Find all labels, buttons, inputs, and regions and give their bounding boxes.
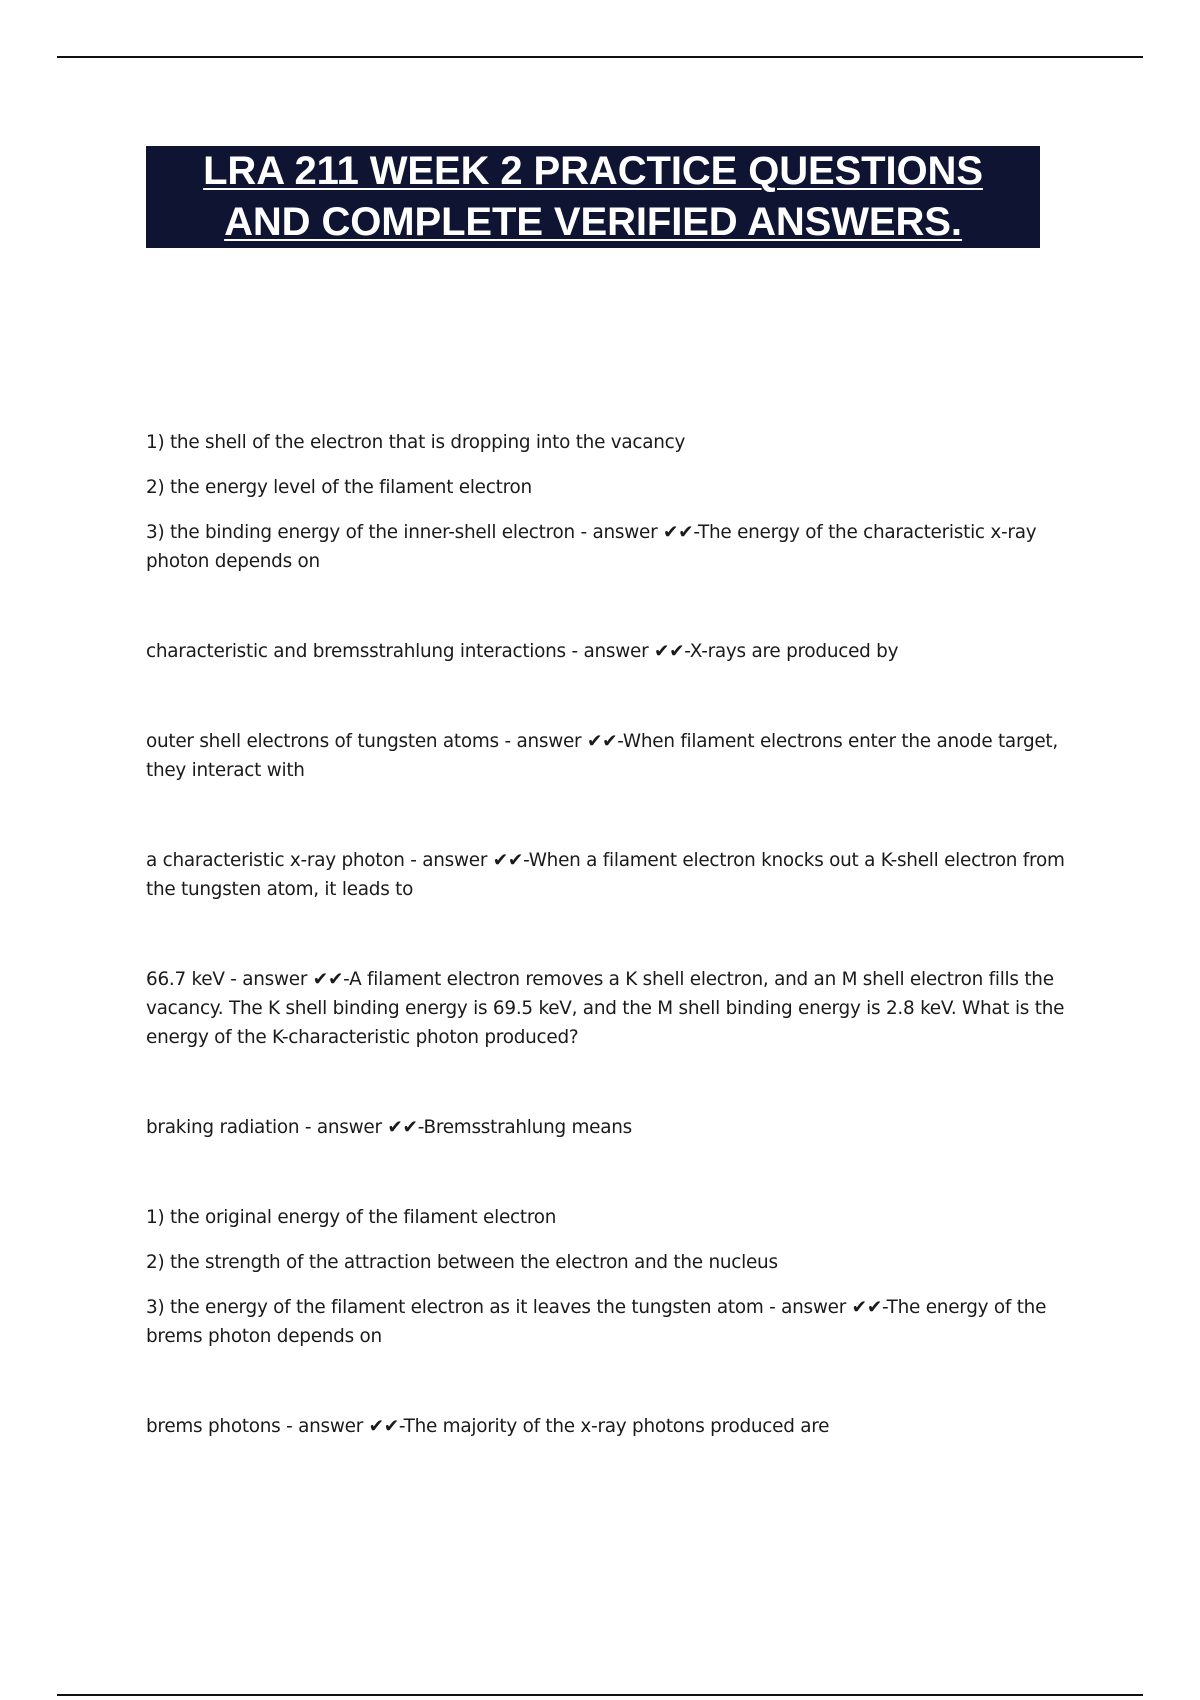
paragraph: brems photons - answer ✔✔-The majority of the x-ray photons produced are xyxy=(146,1416,830,1437)
document-body xyxy=(146,428,1076,1457)
paragraph: 66.7 keV - answer ✔✔-A filament electron removes a K shell electron, and an M shell electron fills the vacancy. The K shell binding energy is 69.5 keV, and the M shell binding energy is 2.8 keV. What is the energy of the K-characteristic photon produced? xyxy=(146,969,1065,1048)
title-line-2: AND COMPLETE VERIFIED ANSWERS. xyxy=(224,200,962,244)
paragraph: outer shell electrons of tungsten atoms - answer ✔✔-When filament electrons enter the anode target, they interact with xyxy=(146,731,1058,781)
paragraph: 1) the original energy of the filament electron xyxy=(146,1207,557,1228)
paragraph: 2) the strength of the attraction between the electron and the nucleus xyxy=(146,1252,778,1273)
title-line-1: LRA 211 WEEK 2 PRACTICE QUESTIONS xyxy=(203,149,983,193)
title-banner xyxy=(146,146,1040,248)
paragraph: 1) the shell of the electron that is dropping into the vacancy xyxy=(146,432,686,453)
document-title xyxy=(203,146,983,248)
paragraph: 3) the energy of the filament electron as it leaves the tungsten atom - answer ✔✔-The energy of the brems photon depends on xyxy=(146,1297,1047,1347)
top-divider xyxy=(57,56,1143,58)
paragraph: braking radiation - answer ✔✔-Bremsstrahlung means xyxy=(146,1117,632,1138)
paragraph: 3) the binding energy of the inner-shell electron - answer ✔✔-The energy of the characteristic x-ray photon depends on xyxy=(146,522,1037,572)
paragraph: a characteristic x-ray photon - answer ✔✔-When a filament electron knocks out a K-shell electron from the tungsten atom, it leads to xyxy=(146,850,1065,900)
bottom-divider xyxy=(57,1694,1143,1696)
paragraph: characteristic and bremsstrahlung interactions - answer ✔✔-X-rays are produced by xyxy=(146,641,899,662)
paragraph: 2) the energy level of the filament electron xyxy=(146,477,532,498)
